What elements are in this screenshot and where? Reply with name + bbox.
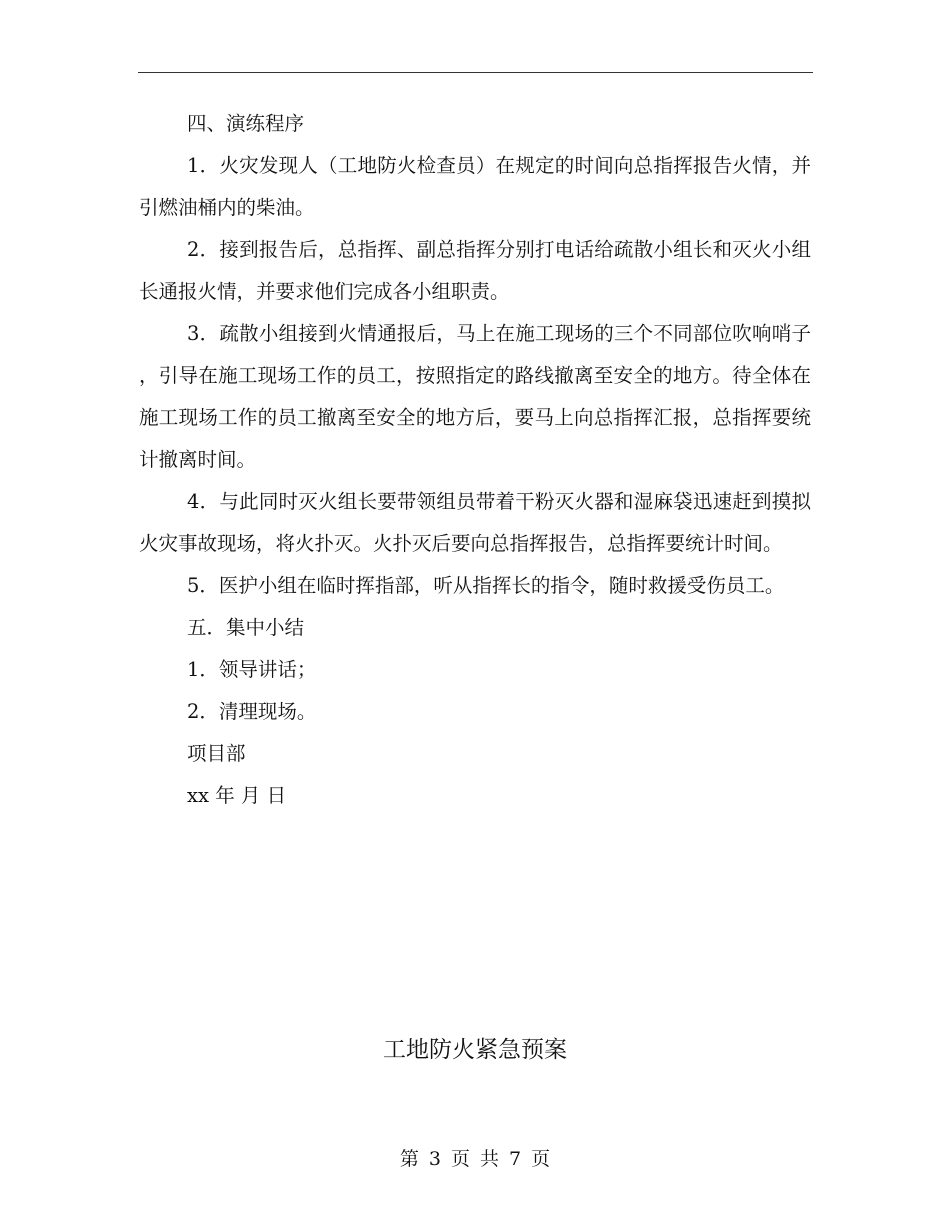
next-document-title: 工地防火紧急预案: [383, 1037, 567, 1063]
procedure-step-1: 1．火灾发现人（工地防火检查员）在规定的时间向总指挥报告火情，并引燃油桶内的柴油。: [139, 154, 811, 219]
header-rule: [138, 72, 813, 73]
signature-department: 项目部: [187, 742, 246, 765]
procedure-step-5: 5．医护小组在临时挥指部，听从指挥长的指令，随时救援受伤员工。: [187, 574, 785, 597]
signature-date: xx 年 月 日: [187, 784, 287, 807]
section-heading-summary: 五．集中小结: [187, 616, 305, 639]
document-body: [139, 103, 811, 817]
section-heading-procedure: 四、演练程序: [187, 112, 305, 135]
summary-item-2: 2．清理现场。: [187, 700, 317, 723]
procedure-step-2: 2．接到报告后，总指挥、副总指挥分别打电话给疏散小组长和灭火小组长通报火情，并要求他们完成各小组职责。: [139, 238, 811, 303]
page-number-footer: 第 3 页 共 7 页: [399, 1148, 551, 1170]
procedure-step-3: 3．疏散小组接到火情通报后，马上在施工现场的三个不同部位吹响哨子，引导在施工现场工作的员工，按照指定的路线撤离至安全的地方。待全体在施工现场工作的员工撤离至安全的地方后，要马上向总指挥汇报，总指挥要统计撤离时间。: [139, 322, 811, 471]
procedure-step-4: 4．与此同时灭火组长要带领组员带着干粉灭火器和湿麻袋迅速赶到摸拟火灾事故现场，将火扑灭。火扑灭后要向总指挥报告，总指挥要统计时间。: [139, 490, 811, 555]
summary-item-1: 1．领导讲话；: [187, 658, 317, 681]
